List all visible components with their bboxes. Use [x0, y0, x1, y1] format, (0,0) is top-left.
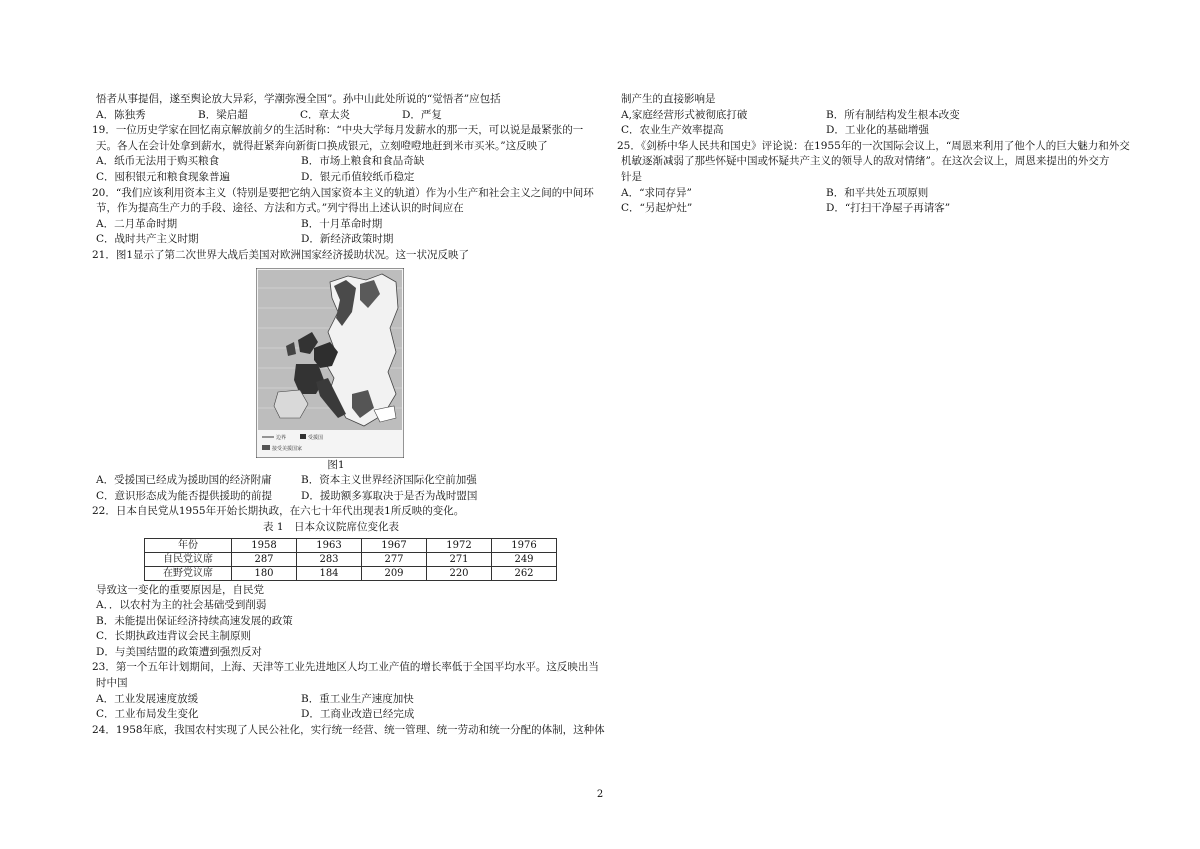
q25-stem-line-3: 针是 — [621, 170, 642, 183]
q25-options-row-1 — [617, 186, 1117, 202]
table-header-cell: 年份 — [145, 538, 232, 552]
q25-options-row-2 — [617, 201, 1117, 217]
table-cell: 283 — [297, 552, 362, 566]
table-header-cell: 1963 — [297, 538, 362, 552]
table-cell: 249 — [492, 552, 557, 566]
right-column — [617, 92, 1130, 217]
q22-stem: 22．日本自民党从1955年开始长期执政，在六七十年代出现表1所反映的变化。 — [92, 505, 465, 518]
page-number: 2 — [596, 789, 604, 800]
q24-option-b: B．所有制结构发生根本改变 — [826, 108, 960, 121]
europe-aid-map-figure — [256, 268, 404, 458]
q24-option-a: A,家庭经营形式被彻底打破 — [621, 108, 748, 121]
table-cell: 自民党议席 — [145, 552, 232, 566]
q19-stem-line-1: 19．一位历史学家在回忆南京解放前夕的生活时称：“中央大学每月发薪水的那一天，可以说是最紧张的一 — [92, 124, 584, 137]
q21-stem: 21．图1显示了第二次世界大战后美国对欧洲国家经济援助状况。这一状况反映了 — [92, 248, 470, 261]
table-cell: 209 — [362, 566, 427, 580]
q20-options-row-1 — [92, 217, 592, 233]
q23-option-d: D．工商业改造已经完成 — [301, 708, 415, 721]
svg-text:边界: 边界 — [276, 434, 287, 441]
table-header-cell: 1967 — [362, 538, 427, 552]
table-row — [145, 566, 557, 580]
q23-options-row-2 — [92, 707, 592, 723]
q21-options-row-2 — [92, 489, 592, 505]
table-header-cell: 1958 — [232, 538, 297, 552]
q24-options-row-2 — [617, 123, 1117, 139]
q18-option-c: C．章太炎 — [300, 108, 351, 121]
q20-option-b: B．十月革命时期 — [301, 217, 383, 230]
table-1-caption: 表 1 日本众议院席位变化表 — [262, 520, 400, 533]
figure-1-caption: 图1 — [327, 458, 345, 471]
q21-option-c: C．意识形态成为能否提供援助的前提 — [96, 489, 273, 502]
q18-options — [92, 108, 592, 124]
q22-option-d: D．与美国结盟的政策遭到强烈反对 — [96, 645, 262, 658]
q21-option-b: B．资本主义世界经济国际化空前加强 — [301, 474, 477, 487]
q25-option-a: A．“求同存异” — [621, 186, 692, 199]
q19-option-d: D．银元币值较纸币稳定 — [301, 170, 415, 183]
japan-diet-seats-table — [144, 538, 557, 581]
q18-stem-tail: 悟者从事提倡，遂至舆论放大异彩，学潮弥漫全国”。孙中山此处所说的“觉悟者”应包括 — [96, 93, 501, 105]
q22-option-a: A．．以农村为主的社会基础受到削弱 — [96, 599, 267, 612]
q24-stem: 24．1958年底，我国农村实现了人民公社化，实行统一经营、统一管理、统一劳动和统一分配的体制，这种体 — [92, 723, 605, 736]
q25-stem-line-2: 机敏逐渐减弱了那些怀疑中国或怀疑共产主义的领导人的敌对情绪”。在这次会议上，周恩来提出的外交方 — [621, 155, 1110, 168]
table-header-cell: 1972 — [427, 538, 492, 552]
q25-option-d: D．“打扫干净屋子再请客” — [826, 202, 951, 215]
q25-option-b: B．和平共处五项原则 — [826, 186, 929, 199]
q19-options-row-1 — [92, 154, 592, 170]
q21-options-row-1 — [92, 473, 592, 489]
q24-options-row-1 — [617, 108, 1117, 124]
q19-options-row-2 — [92, 170, 592, 186]
q19-option-c: C．囤积银元和粮食现象普遍 — [96, 170, 231, 183]
q20-option-d: D．新经济政策时期 — [301, 233, 394, 246]
q23-options-row-1 — [92, 692, 592, 708]
q19-option-b: B．市场上粮食和食品奇缺 — [301, 155, 425, 168]
q25-option-c: C．“另起炉灶” — [621, 202, 693, 215]
table-cell: 287 — [232, 552, 297, 566]
q23-stem-line-1: 23．第一个五年计划期间，上海、天津等工业先进地区人均工业产值的增长率低于全国平均水平。这反映出当 — [92, 661, 599, 674]
table-cell: 184 — [297, 566, 362, 580]
q22-stem-2: 导致这一变化的重要原因是，自民党 — [96, 583, 264, 596]
q22-option-c: C．长期执政违背议会民主制原则 — [96, 630, 252, 643]
table-cell: 180 — [232, 566, 297, 580]
svg-text:受援国: 受援国 — [308, 434, 324, 441]
q20-stem-line-1: 20．“我们应该利用资本主义（特别是要把它纳入国家资本主义的轨道）作为小生产和社会主义之间的中间环 — [92, 186, 594, 199]
table-cell: 262 — [492, 566, 557, 580]
q21-option-d: D．援助额多寡取决于是否为战时盟国 — [301, 489, 478, 502]
q20-stem-line-2: 节，作为提高生产力的手段、途径、方法和方式。”列宁得出上述认识的时间应在 — [96, 202, 464, 215]
q20-options-row-2 — [92, 232, 592, 248]
q19-option-a: A．纸币无法用于购买粮食 — [96, 155, 220, 168]
q18-option-a: A．陈独秀 — [96, 108, 146, 121]
q23-option-b: B．重工业生产速度加快 — [301, 692, 414, 705]
q22-option-b: B．未能提出保证经济持续高速发展的政策 — [96, 614, 293, 627]
left-column — [92, 92, 605, 738]
table-cell: 220 — [427, 566, 492, 580]
svg-text:接受美援国家: 接受美援国家 — [272, 445, 303, 452]
q18-option-d: D．严复 — [402, 108, 442, 121]
q18-option-b: B．梁启超 — [198, 108, 248, 121]
table-header-cell: 1976 — [492, 538, 557, 552]
q23-stem-line-2: 时中国 — [96, 677, 128, 690]
q24-option-d: D．工业化的基础增强 — [826, 124, 929, 137]
table-cell: 在野党议席 — [145, 566, 232, 580]
q24-stem-tail: 制产生的直接影响是 — [621, 93, 716, 105]
table-cell: 277 — [362, 552, 427, 566]
table-row — [145, 552, 557, 566]
q19-stem-line-2: 天。各人在会计处拿到薪水，就得赶紧奔向新街口换成银元，立刻噔噔地赶到米市买米。”这反映了 — [96, 139, 548, 152]
europe-aid-map-image — [256, 268, 404, 458]
table-header-row — [145, 538, 557, 552]
q20-option-a: A．二月革命时期 — [96, 217, 178, 230]
q23-option-c: C．工业布局发生变化 — [96, 708, 199, 721]
q23-option-a: A．工业发展速度放缓 — [96, 692, 199, 705]
q21-option-a: A．受援国已经成为援助国的经济附庸 — [96, 474, 272, 487]
q20-option-c: C．战时共产主义时期 — [96, 233, 199, 246]
table-cell: 271 — [427, 552, 492, 566]
q24-option-c: C．农业生产效率提高 — [621, 124, 724, 137]
q25-stem-line-1: 25．《剑桥中华人民共和国史》评论说：在1955年的一次国际会议上，“周恩来利用了他个人的巨大魅力和外交 — [617, 139, 1130, 152]
